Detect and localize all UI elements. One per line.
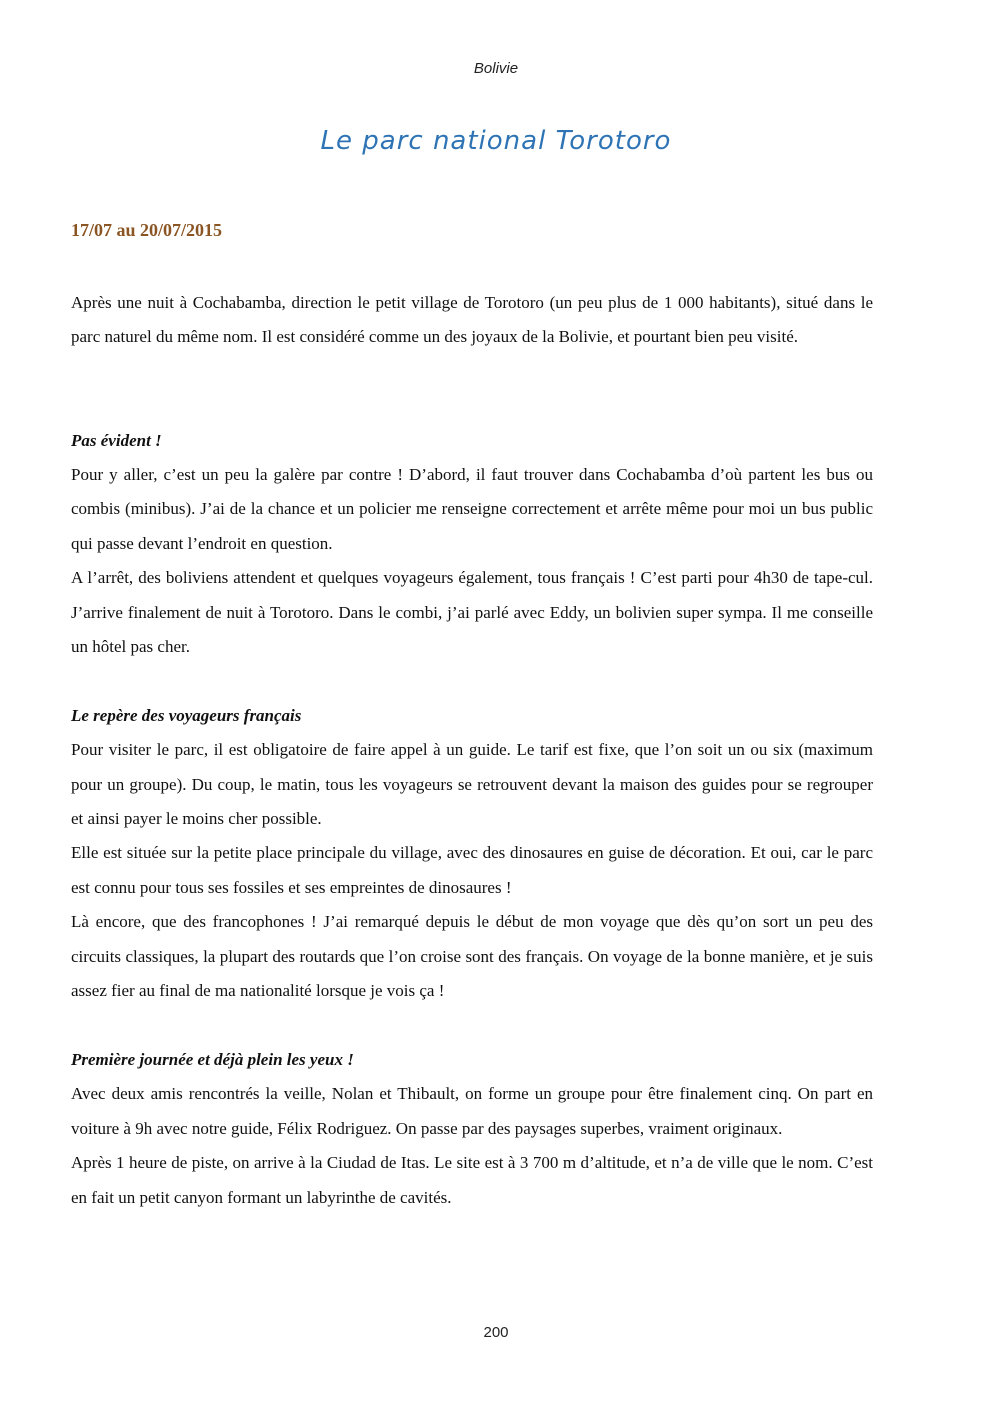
- section-heading: Le repère des voyageurs français: [71, 705, 302, 725]
- intro-paragraph: Après une nuit à Cochabamba, direction le petit village de Torotoro (un peu plus de 1 000 habitants), situé dans le parc naturel du même nom. Il est considéré comme un des joyaux de la Bolivie, et pourtant bien peu visité.: [71, 293, 873, 347]
- paragraph: Avec deux amis rencontrés la veille, Nolan et Thibault, on forme un groupe pour être finalement cinq. On part en voiture à 9h avec notre guide, Félix Rodriguez. On passe par des paysages superbes, vraiment originaux.: [71, 1084, 873, 1138]
- paragraph: Après 1 heure de piste, on arrive à la Ciudad de Itas. Le site est à 3 700 m d’altitude, et n’a de ville que le nom. C’est en fait un petit canyon formant un labyrinthe de cavités.: [71, 1153, 873, 1207]
- paragraph: Là encore, que des francophones ! J’ai remarqué depuis le début de mon voyage que dès qu’on sort un peu des circuits classiques, la plupart des routards que l’on croise sont des français. On voyage de la bonne manière, et je suis assez fier au final de ma nationalité lorsque je vois ça !: [71, 912, 873, 1001]
- page-title: Le parc national Torotoro: [320, 126, 672, 156]
- paragraph: Pour visiter le parc, il est obligatoire de faire appel à un guide. Le tarif est fixe, que l’on soit un ou six (maximum pour un groupe). Du coup, le matin, tous les voyageurs se retrouvent devant la maison des guides pour se regrouper et ainsi payer le moins cher possible.: [71, 740, 873, 829]
- section-heading: Première journée et déjà plein les yeux !: [71, 1049, 354, 1069]
- spacer: [71, 389, 873, 423]
- article-body: [71, 286, 873, 1215]
- paragraph: A l’arrêt, des boliviens attendent et quelques voyageurs également, tous français ! C’est parti pour 4h30 de tape-cul. J’arrive finalement de nuit à Torotoro. Dans le combi, j’ai parlé avec Eddy, un bolivien super sympa. Il me conseille un hôtel pas cher.: [71, 568, 873, 657]
- running-header: Bolivie: [473, 60, 519, 77]
- page-number: 200: [483, 1324, 509, 1341]
- spacer: [71, 355, 873, 389]
- paragraph: Elle est située sur la petite place principale du village, avec des dinosaures en guise de décoration. Et oui, car le parc est connu pour tous ses fossiles et ses empreintes de dinosaures !: [71, 843, 873, 897]
- spacer: [71, 1008, 873, 1042]
- date-range: 17/07 au 20/07/2015: [71, 220, 223, 240]
- paragraph: Pour y aller, c’est un peu la galère par contre ! D’abord, il faut trouver dans Cochabamba d’où partent les bus ou combis (minibus). J’ai de la chance et un policier me renseigne correctement et arrête même pour moi un bus public qui passe devant l’endroit en question.: [71, 465, 873, 553]
- section-heading: Pas évident !: [71, 430, 162, 450]
- spacer: [71, 664, 873, 698]
